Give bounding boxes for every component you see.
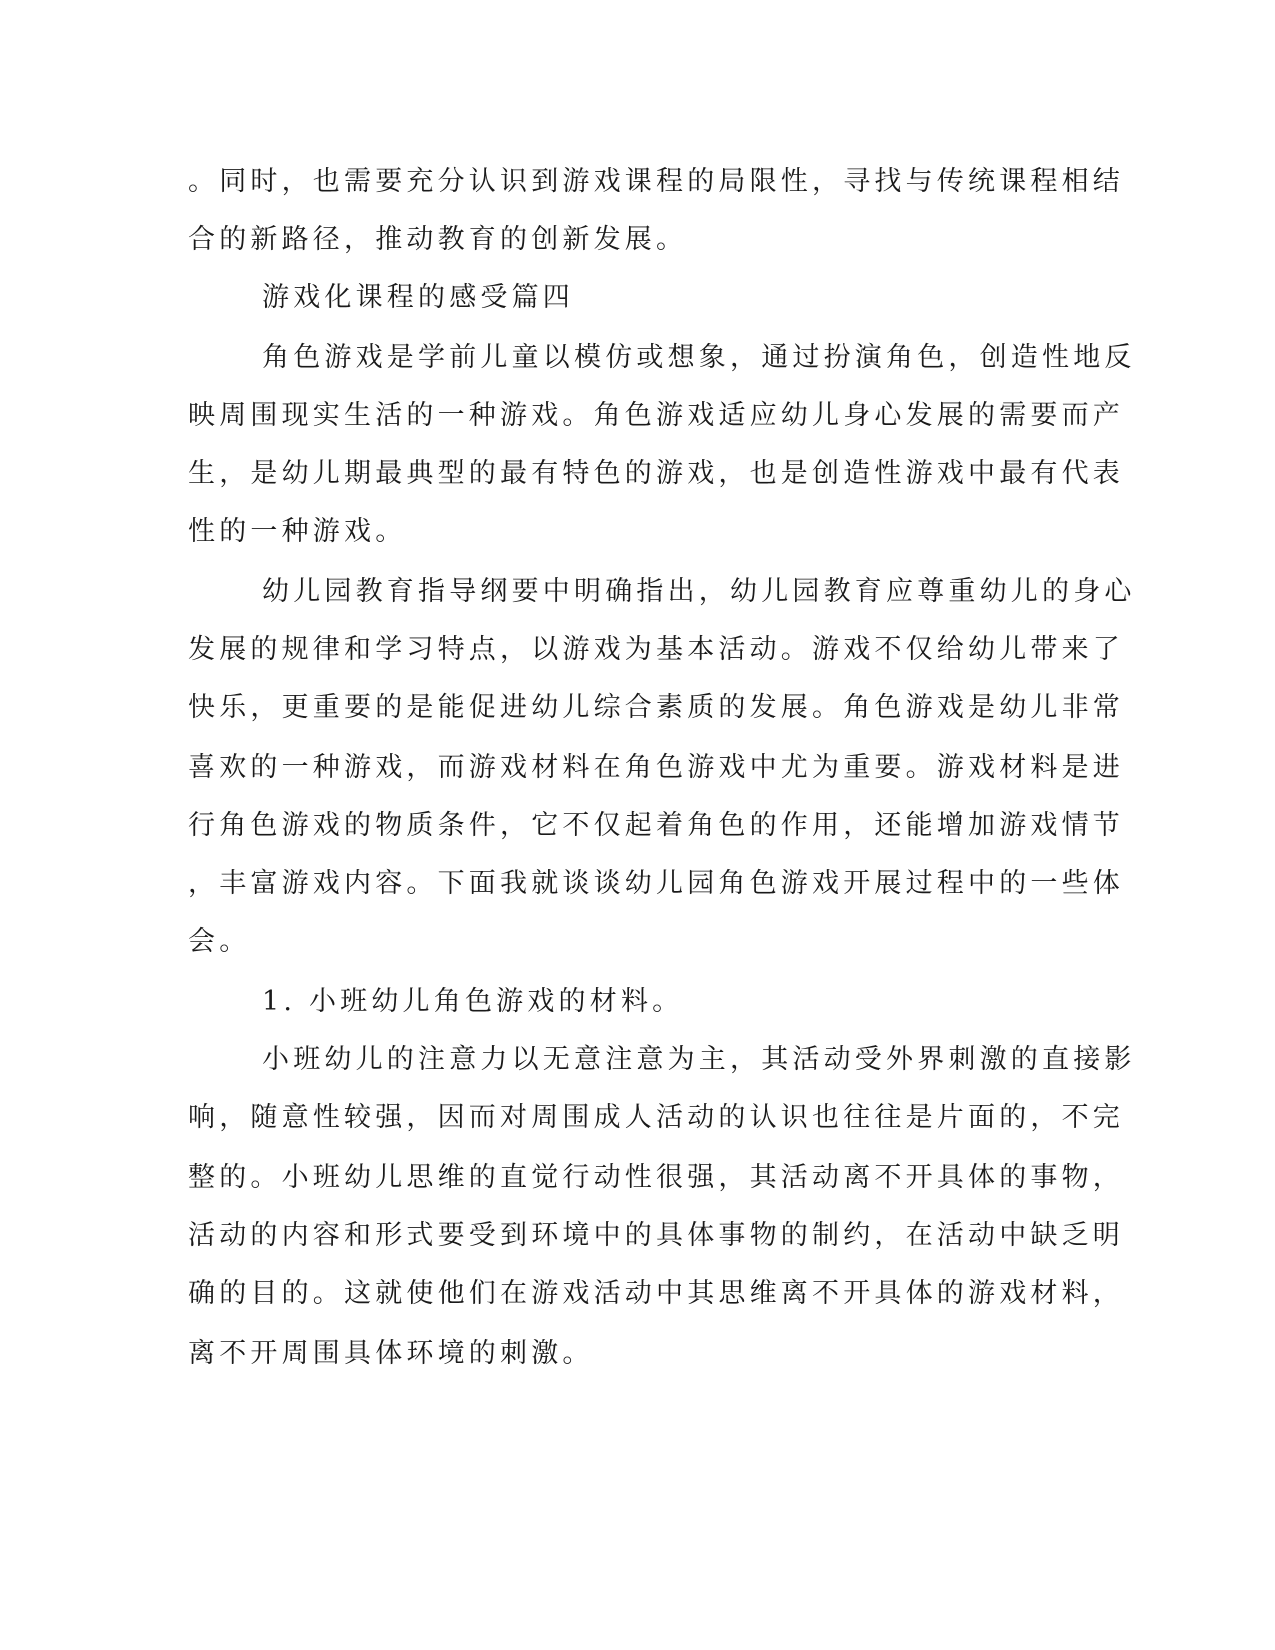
- text-line: 离不开周围具体环境的刺激。: [188, 1338, 594, 1369]
- text-line: 发展的规律和学习特点，以游戏为基本活动。游戏不仅给幼儿带来了: [188, 634, 1124, 665]
- text-line: ，丰富游戏内容。下面我就谈谈幼儿园角色游戏开展过程中的一些体: [188, 868, 1124, 899]
- list-item-heading: 1. 小班幼儿角色游戏的材料。: [262, 986, 684, 1017]
- text-line: 生，是幼儿期最典型的最有特色的游戏，也是创造性游戏中最有代表: [188, 458, 1124, 489]
- text-line: 整的。小班幼儿思维的直觉行动性很强，其活动离不开具体的事物，: [188, 1162, 1124, 1193]
- text-line: 确的目的。这就使他们在游戏活动中其思维离不开具体的游戏材料，: [188, 1278, 1124, 1309]
- text-line: 活动的内容和形式要受到环境中的具体事物的制约，在活动中缺乏明: [188, 1220, 1124, 1251]
- text-line: 幼儿园教育指导纲要中明确指出，幼儿园教育应尊重幼儿的身心: [262, 576, 1136, 607]
- text-line: 合的新路径，推动教育的创新发展。: [188, 224, 688, 255]
- text-line: 会。: [188, 926, 251, 957]
- text-line: 。同时，也需要充分认识到游戏课程的局限性，寻找与传统课程相结: [188, 166, 1124, 197]
- text-line: 行角色游戏的物质条件，它不仅起着角色的作用，还能增加游戏情节: [188, 810, 1124, 841]
- text-line: 快乐，更重要的是能促进幼儿综合素质的发展。角色游戏是幼儿非常: [188, 692, 1124, 723]
- text-line: 映周围现实生活的一种游戏。角色游戏适应幼儿身心发展的需要而产: [188, 400, 1124, 431]
- text-line: 响，随意性较强，因而对周围成人活动的认识也往往是片面的，不完: [188, 1102, 1124, 1133]
- text-line: 小班幼儿的注意力以无意注意为主，其活动受外界刺激的直接影: [262, 1044, 1136, 1075]
- text-line: 性的一种游戏。: [188, 516, 407, 547]
- text-line: 喜欢的一种游戏，而游戏材料在角色游戏中尤为重要。游戏材料是进: [188, 752, 1124, 783]
- section-heading: 游戏化课程的感受篇四: [262, 282, 574, 313]
- text-line: 角色游戏是学前儿童以模仿或想象，通过扮演角色，创造性地反: [262, 342, 1136, 373]
